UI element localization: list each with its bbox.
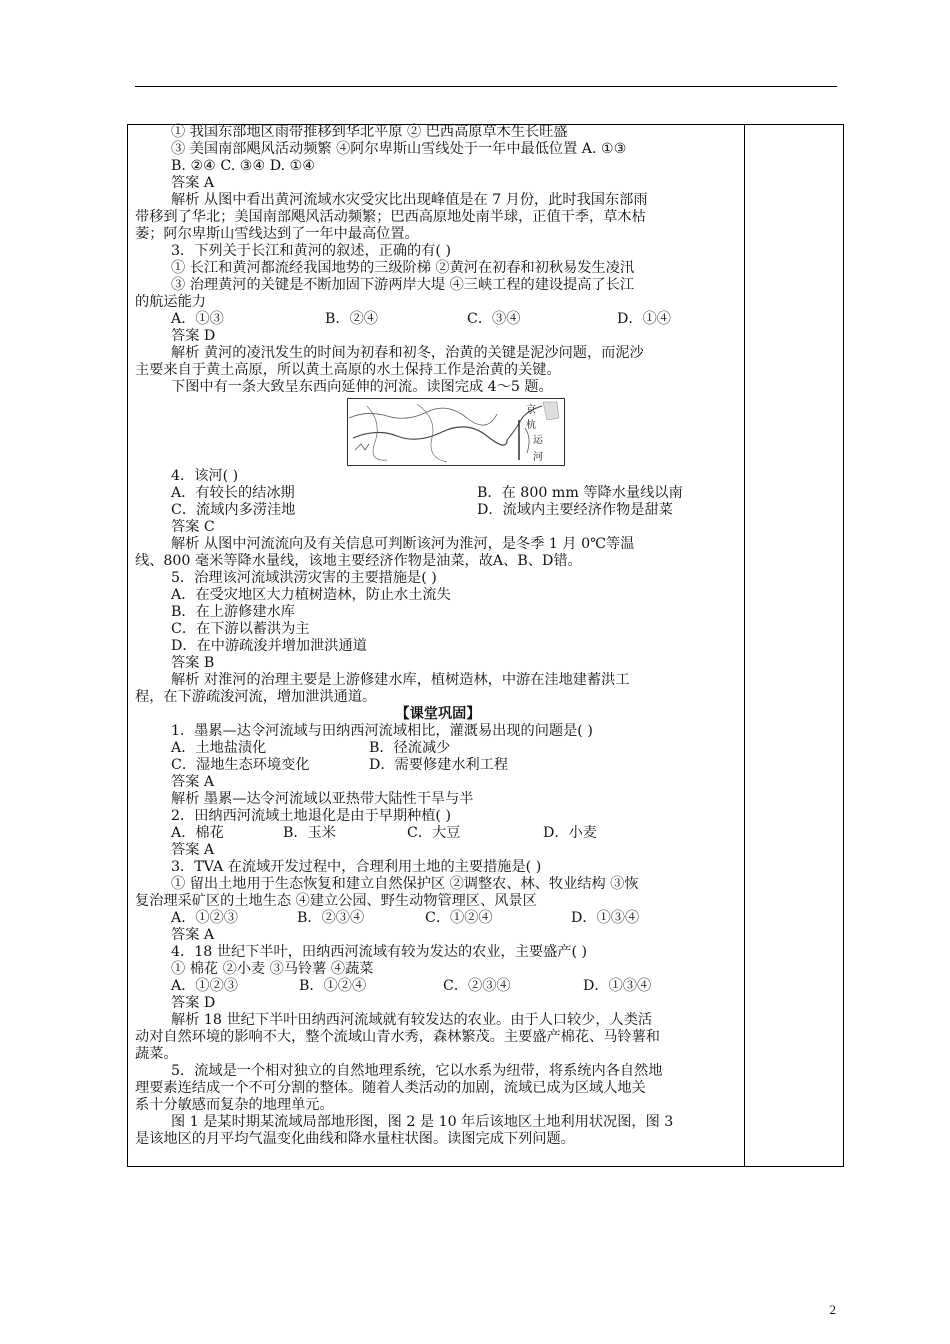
q3b-options: [135, 910, 741, 927]
text-line: 解析 墨累—达令河流域以亚热带大陆性干旱与半: [171, 791, 474, 807]
text-line: 萎；阿尔卑斯山雪线达到了一年中最高位置。: [135, 226, 419, 242]
text-line: 解析 18 世纪下半叶田纳西河流域就有较发达的农业。由于人口较少，人类活: [171, 1012, 653, 1028]
text-line: 图 1 是某时期某流域局部地形图，图 2 是 10 年后该地区土地利用状况图，图 3: [171, 1114, 674, 1130]
map-label: 河: [533, 452, 543, 463]
text-line: 2．田纳西河流域土地退化是由于早期种植( ): [171, 808, 451, 824]
river-map-figure: [135, 396, 741, 468]
q4b-options: [135, 978, 741, 995]
block-c: [135, 519, 741, 706]
column-divider: [744, 125, 745, 1166]
option: B．径流减少: [369, 740, 451, 756]
text-line: 答案 C: [171, 519, 215, 535]
header-rule: [135, 86, 837, 87]
option: B．①②④: [299, 978, 367, 994]
option: A．棉花: [171, 825, 224, 841]
text-line: B．在上游修建水库: [171, 604, 295, 620]
map-label: 杭: [526, 420, 536, 431]
text-line: ① 棉花 ②小麦 ③马铃薯 ④蔬菜: [171, 961, 374, 977]
option: C．大豆: [407, 825, 461, 841]
option: A．土地盐渍化: [171, 740, 267, 756]
text-line: 的航运能力: [135, 294, 206, 310]
text-line: ③ 美国南部飓风活动频繁 ④阿尔卑斯山雪线处于一年中最低位置 A. ①③: [171, 141, 627, 157]
text-line: 带移到了华北；美国南部飓风活动频繁；巴西高原地处南半球，正值干季，草木枯: [135, 209, 646, 225]
text-line: 程，在下游疏浚河流，增加泄洪通道。: [135, 689, 377, 705]
option: A．有较长的结冰期: [171, 485, 295, 501]
option: A．①②③: [171, 910, 238, 926]
option: D．①④: [617, 311, 671, 327]
text-line: 理要素连结成一个不可分割的整体。随着人类活动的加剧，流域已成为区域人地关: [135, 1080, 646, 1096]
text-line: 答案 A: [171, 927, 215, 943]
block-a: [135, 124, 741, 311]
section-title: 【课堂巩固】: [395, 706, 481, 722]
q1-options: [135, 757, 741, 774]
option: B．②③④: [297, 910, 365, 926]
text-line: ① 长江和黄河都流经我国地势的三级阶梯 ②黄河在初春和初秋易发生凌汛: [171, 260, 635, 276]
text-line: 复治理采矿区的土地生态 ④建立公园、野生动物管理区、风景区: [135, 893, 537, 909]
block-g: [135, 995, 741, 1148]
text-line: 答案 A: [171, 175, 215, 191]
text-line: 蔬菜。: [135, 1046, 178, 1062]
map-label: 运: [533, 435, 543, 446]
option: C．湿地生态环境变化: [171, 757, 310, 773]
option: A．①③: [171, 311, 224, 327]
text-line: 主要来自于黄土高原，所以黄土高原的水土保持工作是治黄的关键。: [135, 362, 561, 378]
q4-options: [135, 485, 741, 502]
q3-options: [135, 311, 741, 328]
map-label: 京: [526, 405, 536, 416]
option: B．②④: [325, 311, 378, 327]
text-line: 答案 D: [171, 995, 216, 1011]
option: D．流域内主要经济作物是甜菜: [477, 502, 673, 518]
text-line: 解析 黄河的凌汛发生的时间为初春和初冬，治黄的关键是泥沙问题，而泥沙: [171, 345, 644, 361]
text-line: 4．18 世纪下半叶，田纳西河流域有较为发达的农业，主要盛产( ): [171, 944, 588, 960]
option: D．①③④: [583, 978, 652, 994]
block-d: [135, 774, 741, 825]
text-line: 3．下列关于长江和黄河的叙述，正确的有( ): [171, 243, 451, 259]
option: C．③④: [467, 311, 521, 327]
text-line: 系十分敏感而复杂的地理单元。: [135, 1097, 334, 1113]
q4-stem: 4．该河( ): [171, 468, 239, 484]
text-line: 5．流域是一个相对独立的自然地理系统，它以水系为纽带，将系统内各自然地: [171, 1063, 663, 1079]
text-line: 下图中有一条大致呈东西向延伸的河流。读图完成 4～5 题。: [171, 379, 553, 395]
text-line: 答案 D: [171, 328, 216, 344]
q1-options: [135, 740, 741, 757]
option: C．②③④: [443, 978, 511, 994]
text-line: 是该地区的月平均气温变化曲线和降水量柱状图。读图完成下列问题。: [135, 1131, 575, 1147]
q1-stem: 1．墨累—达令河流域与田纳西河流域相比，灌溉易出现的问题是( ): [171, 723, 593, 739]
option: C．①②④: [425, 910, 493, 926]
block-f: [135, 927, 741, 978]
text-line: 3．TVA 在流域开发过程中，合理利用土地的主要措施是( ): [171, 859, 542, 875]
text-line: ① 留出土地用于生态恢复和建立自然保护区 ②调整农、林、牧业结构 ③恢: [171, 876, 639, 892]
text-line: B. ②④ C. ③④ D. ①④: [171, 158, 316, 174]
block-b: [135, 328, 741, 396]
text-line: D．在中游疏浚并增加泄洪通道: [171, 638, 367, 654]
text-line: 答案 A: [171, 842, 215, 858]
text-line: 解析 从图中看出黄河流域水灾受灾比出现峰值是在 7 月份，此时我国东部雨: [171, 192, 648, 208]
text-line: 解析 从图中河流流向及有关信息可判断该河为淮河，是冬季 1 月 0℃等温: [171, 536, 635, 552]
option: C．流域内多涝洼地: [171, 502, 296, 518]
block-e: [135, 842, 741, 910]
q2-options: [135, 825, 741, 842]
q4-options: [135, 502, 741, 519]
option: D．小麦: [543, 825, 597, 841]
page-number: 2: [829, 1302, 836, 1317]
option: B．在 800 mm 等降水量线以南: [477, 485, 683, 501]
option: B．玉米: [283, 825, 336, 841]
text-line: 答案 A: [171, 774, 215, 790]
text-line: 动对自然环境的影响不大，整个流域山青水秀，森林繁茂。主要盛产棉花、马铃薯和: [135, 1029, 660, 1045]
text-line: ① 我国东部地区雨带推移到华北平原 ② 巴西高原草木生长旺盛: [171, 124, 568, 140]
river-map: [347, 398, 565, 466]
text-line: 解析 对淮河的治理主要是上游修建水库，植树造林，中游在洼地建蓄洪工: [171, 672, 630, 688]
option: D．①③④: [571, 910, 640, 926]
text-line: A．在受灾地区大力植树造林，防止水土流失: [171, 587, 451, 603]
text-line: C．在下游以蓄洪为主: [171, 621, 310, 637]
text-line: 答案 B: [171, 655, 215, 671]
text-line: 5．治理该河流域洪涝灾害的主要措施是( ): [171, 570, 437, 586]
text-line: ③ 治理黄河的关键是不断加固下游两岸大堤 ④三峡工程的建设提高了长江: [171, 277, 635, 293]
text-line: 线、800 毫米等降水量线，该地主要经济作物是油菜，故A、B、D错。: [135, 553, 582, 569]
question-content: [135, 124, 741, 1148]
option: D．需要修建水利工程: [369, 757, 509, 773]
option: A．①②③: [171, 978, 238, 994]
